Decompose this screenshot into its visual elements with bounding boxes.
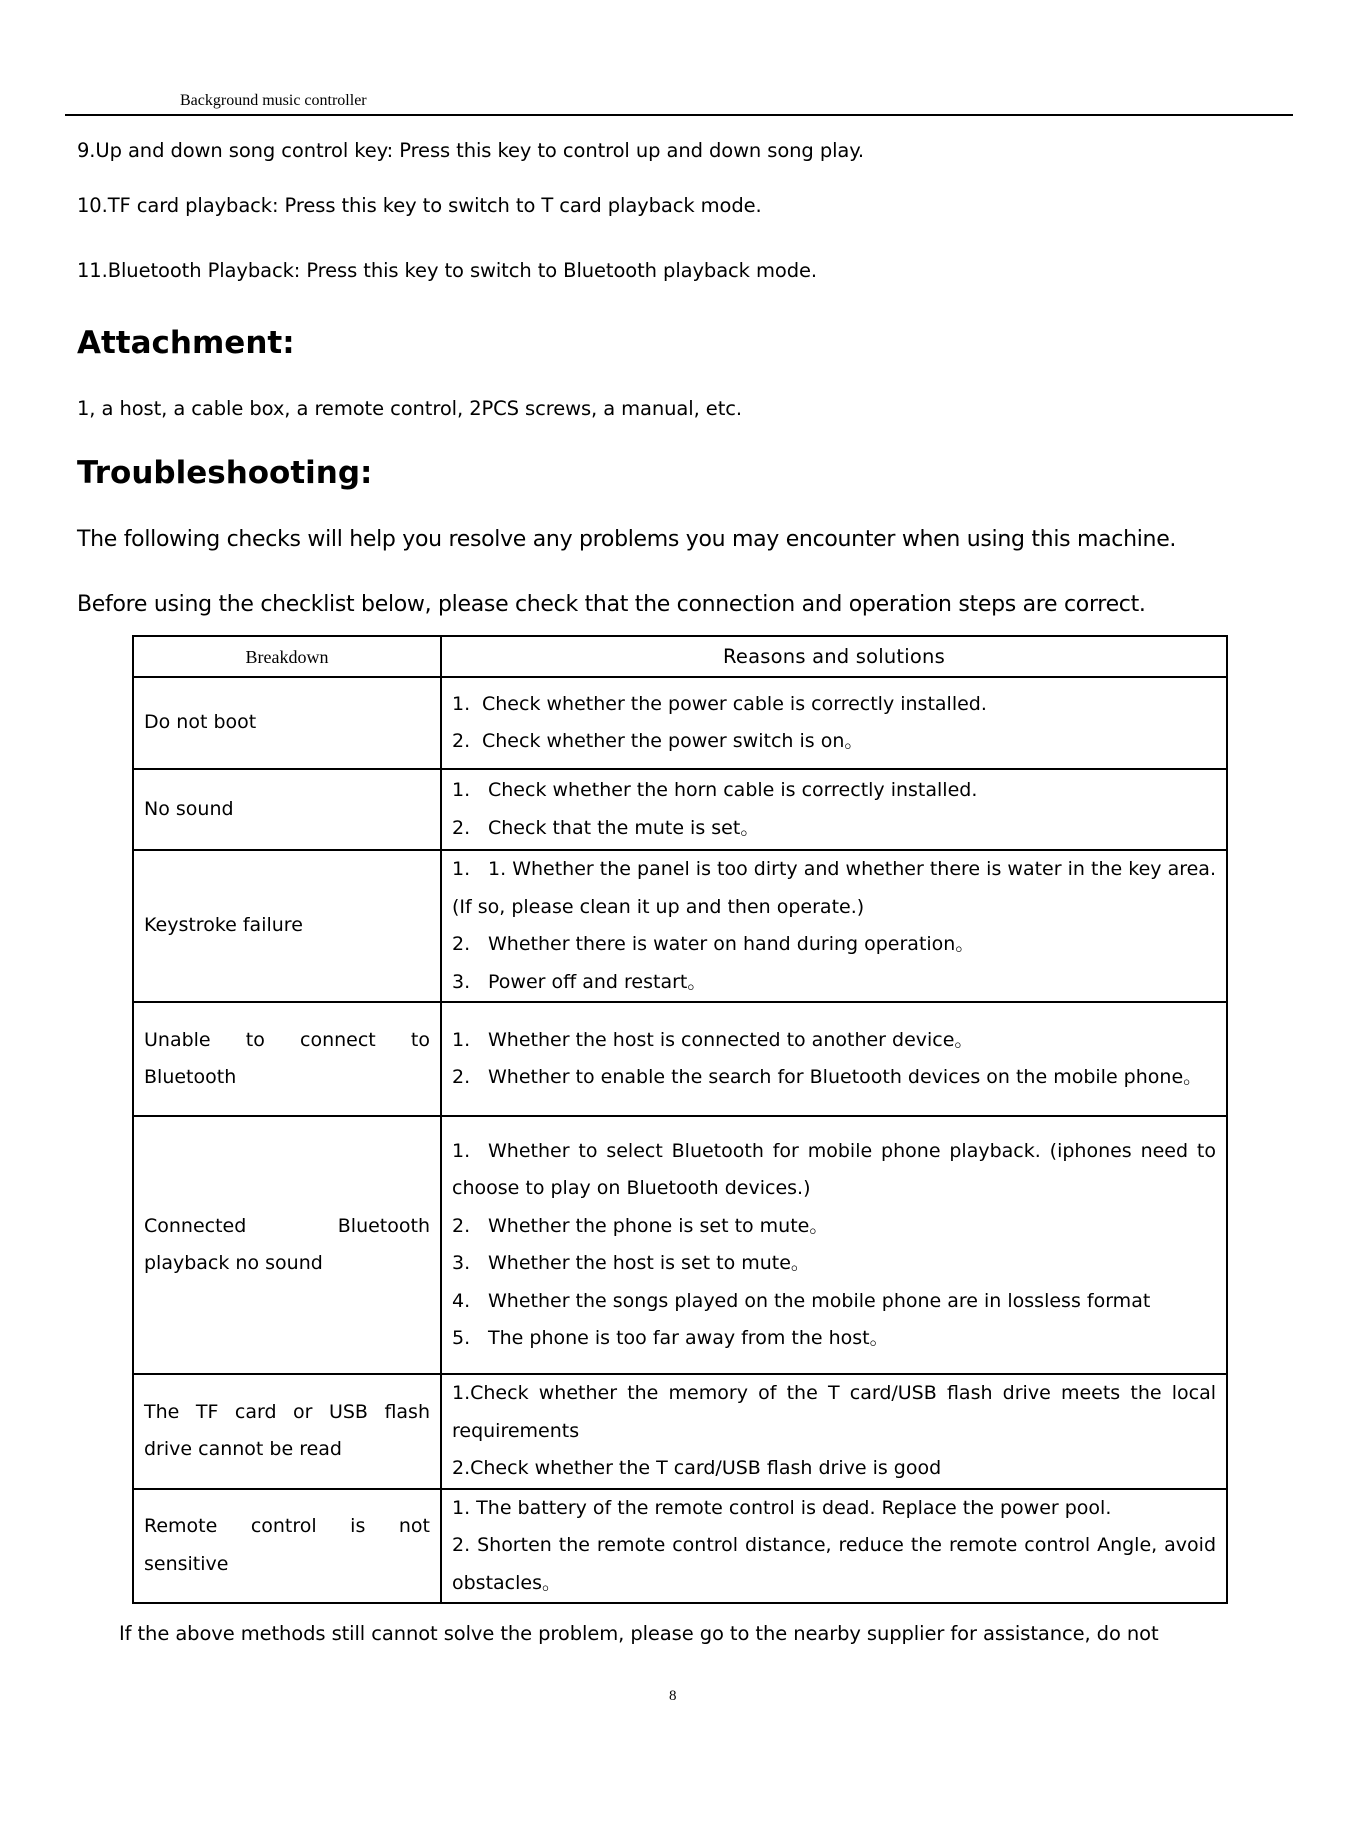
solution-item (452, 1208, 1216, 1246)
breakdown-cell: Connected Bluetooth playback no sound (133, 1116, 441, 1374)
column-header-solutions: Reasons and solutions (441, 636, 1227, 677)
solution-item (452, 964, 1216, 1002)
solutions-cell (441, 1002, 1227, 1116)
table-row (133, 1116, 1227, 1374)
table-row (133, 1374, 1227, 1489)
solution-item (452, 1375, 1216, 1450)
solution-item (452, 1490, 1216, 1528)
attachment-text: 1, a host, a cable box, a remote control, 2PCS screws, a manual, etc. (77, 397, 742, 420)
solution-text: Whether the phone is set to mute。 (488, 1214, 829, 1237)
breakdown-cell: Unable to connect to Bluetooth (133, 1002, 441, 1116)
breakdown-cell: No sound (133, 769, 441, 850)
solution-number: 2. (452, 730, 471, 752)
solution-text: Whether the host is set to mute。 (488, 1252, 810, 1274)
solution-number: 1. (452, 1028, 471, 1051)
solution-text: The phone is too far away from the host。 (488, 1327, 889, 1349)
header-divider (65, 114, 1293, 116)
solution-number: 1. (452, 858, 471, 880)
solutions-cell (441, 769, 1227, 850)
continuation-paragraph: If the above methods still cannot solve the problem, please go to the nearby supplier for assistance, do not (119, 1622, 1159, 1645)
solution-text: Power off and restart。 (488, 970, 707, 993)
breakdown-cell: The TF card or USB flash drive cannot be read (133, 1374, 441, 1489)
solution-number: 1. (452, 1139, 471, 1162)
solution-number: 2. (452, 933, 471, 955)
solutions-cell (441, 1489, 1227, 1604)
solution-number: 2. (452, 1214, 471, 1237)
key-description-11: 11.Bluetooth Playback: Press this key to switch to Bluetooth playback mode. (77, 259, 817, 282)
solution-item (452, 723, 1216, 761)
breakdown-cell: Do not boot (133, 677, 441, 769)
table-row (133, 769, 1227, 850)
solution-text: Check whether the power switch is on。 (482, 730, 864, 752)
solution-number: 4. (452, 1289, 471, 1312)
solution-item (452, 686, 1216, 724)
breakdown-cell: Keystroke failure (133, 850, 441, 1002)
solutions-cell (441, 1374, 1227, 1489)
solution-text: 2. Shorten the remote control distance, reduce the remote control Angle, avoid obstacles。 (452, 1534, 1216, 1594)
column-header-breakdown: Breakdown (133, 636, 441, 677)
solution-text: Whether to enable the search for Bluetooth devices on the mobile phone。 (488, 1066, 1203, 1088)
solution-number: 2. (452, 816, 471, 839)
solutions-cell (441, 677, 1227, 769)
solution-item (452, 772, 1216, 810)
solution-item (452, 926, 1216, 964)
solution-item (452, 1245, 1216, 1283)
solution-item (452, 1320, 1216, 1358)
table-row (133, 1002, 1227, 1116)
troubleshooting-intro-1: The following checks will help you resolve any problems you may encounter when using this machine. (77, 527, 1177, 552)
solution-text: Whether to select Bluetooth for mobile phone playback. (iphones need to choose to play on Bluetooth devices.) (452, 1139, 1216, 1199)
solution-item (452, 810, 1216, 848)
solution-item (452, 851, 1216, 926)
solution-number: 2. (452, 1066, 471, 1088)
running-header-title: Background music controller (180, 92, 367, 109)
solution-number: 1. (452, 779, 471, 801)
troubleshooting-table (132, 635, 1228, 1604)
solution-text: Whether the host is connected to another device。 (488, 1028, 974, 1051)
solution-number: 1. (452, 692, 471, 715)
solution-text: 1.Check whether the memory of the T card/USB flash drive meets the local requirements (452, 1382, 1216, 1442)
solutions-cell (441, 1116, 1227, 1374)
table-row (133, 677, 1227, 769)
table-row (133, 1489, 1227, 1604)
table-row (133, 850, 1227, 1002)
breakdown-cell: Remote control is not sensitive (133, 1489, 441, 1604)
solution-item (452, 1527, 1216, 1602)
solution-text: Check whether the horn cable is correctly installed. (488, 779, 978, 801)
solution-item (452, 1133, 1216, 1208)
table-header-row (133, 636, 1227, 677)
solution-item (452, 1059, 1216, 1097)
solution-text: Check that the mute is set。 (488, 816, 760, 839)
key-description-9: 9.Up and down song control key: Press this key to control up and down song play. (77, 139, 865, 162)
page-number: 8 (669, 1688, 677, 1704)
solutions-cell (441, 850, 1227, 1002)
troubleshooting-intro-2: Before using the checklist below, please check that the connection and operation steps are correct. (77, 592, 1146, 617)
troubleshooting-heading: Troubleshooting: (77, 455, 373, 491)
solution-item (452, 1450, 1216, 1488)
solution-text: Check whether the power cable is correctly installed. (482, 692, 987, 715)
solution-text: 2.Check whether the T card/USB flash drive is good (452, 1457, 942, 1479)
solution-text: Whether there is water on hand during operation。 (488, 933, 975, 955)
solution-number: 5. (452, 1327, 471, 1349)
solution-text: 1. Whether the panel is too dirty and whether there is water in the key area. (If so, please clean it up and then operate.) (452, 858, 1216, 918)
attachment-heading: Attachment: (77, 325, 295, 361)
solution-text: Whether the songs played on the mobile phone are in lossless format (488, 1289, 1151, 1312)
solution-item (452, 1022, 1216, 1060)
solution-text: 1. The battery of the remote control is dead. Replace the power pool. (452, 1496, 1112, 1519)
key-description-10: 10.TF card playback: Press this key to switch to T card playback mode. (77, 194, 762, 217)
solution-number: 3. (452, 1252, 471, 1274)
solution-number: 3. (452, 970, 471, 993)
solution-item (452, 1283, 1216, 1321)
